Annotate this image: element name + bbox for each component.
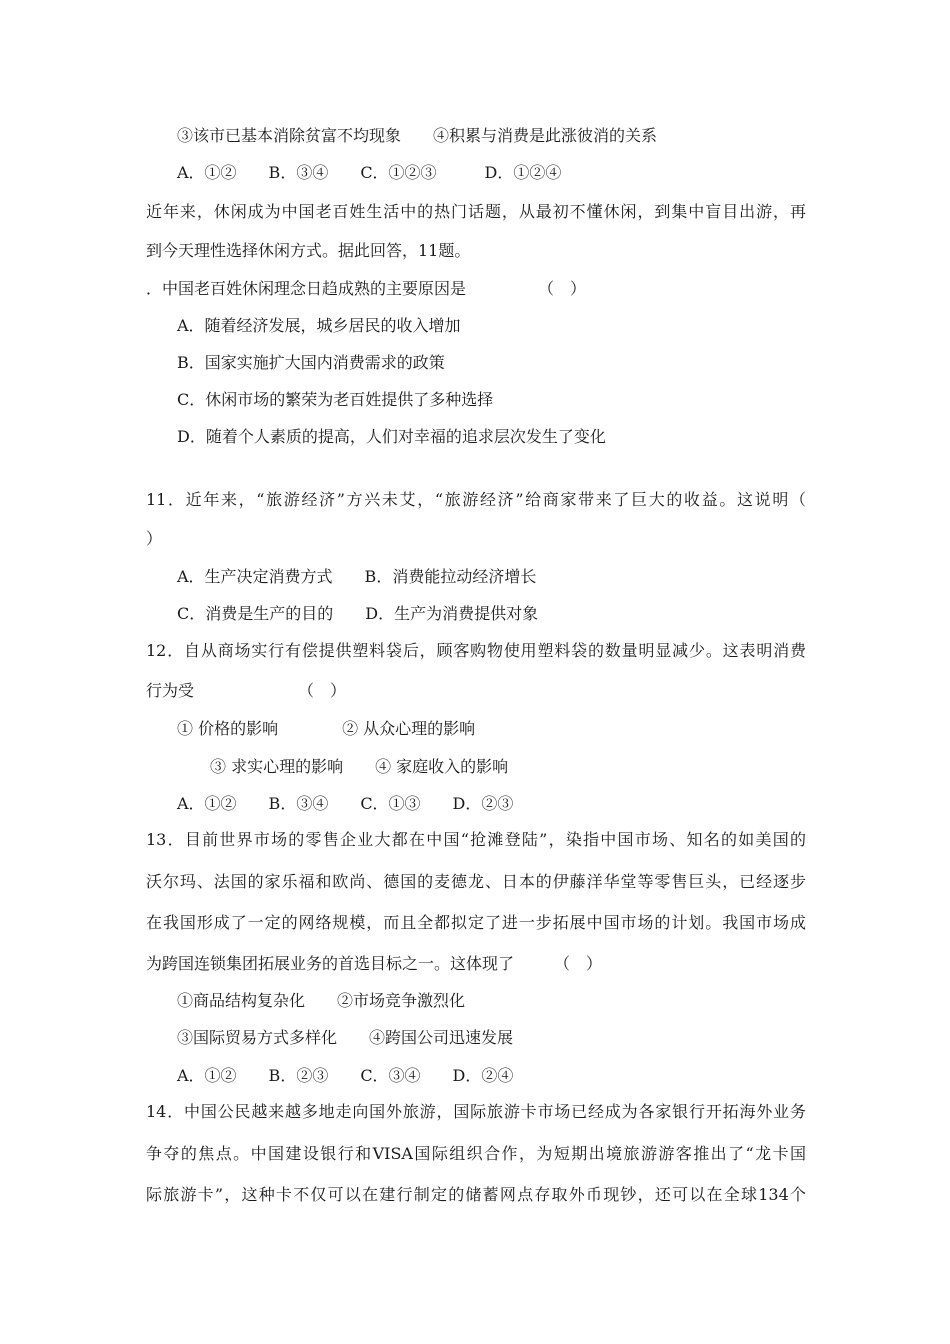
question-11-stem: 11．近年来，“旅游经济”方兴未艾，“旅游经济”给商家带来了巨大的收益。这说明（ (146, 490, 806, 509)
question-stem: ．中国老百姓休闲理念日趋成熟的主要原因是 （ ） (146, 279, 587, 298)
question-14-line-3: 际旅游卡”，这种卡不仅可以在建行制定的储蓄网点存取外币现钞，还可以在全球134个 (146, 1185, 806, 1204)
choice-d: D．随着个人素质的提高，人们对幸福的追求层次发生了变化 (177, 427, 606, 446)
question-13-line-3: 在我国形成了一定的网络规模，而且全都拟定了进一步拓展中国市场的计划。我国市场成 (146, 913, 806, 932)
question-14-line-2: 争夺的焦点。中国建设银行和VISA国际组织合作，为短期出境旅游游客推出了“龙卡国 (146, 1144, 806, 1163)
question-12-stem-end: 行为受 （ ） (146, 681, 347, 700)
answer-choices-q10: A．①② B．③④ C．①②③ D．①②④ (177, 163, 562, 182)
intro-paragraph-line-1: 近年来，休闲成为中国老百姓生活中的热门话题，从最初不懂休闲，到集中盲目出游，再 (146, 202, 806, 221)
question-12-option-3-4: ③ 求实心理的影响 ④ 家庭收入的影响 (210, 757, 509, 776)
choice-a: A．随着经济发展，城乡居民的收入增加 (177, 316, 461, 335)
question-12-stem: 12．自从商场实行有偿提供塑料袋后，顾客购物使用塑料袋的数量明显减少。这表明消费 (146, 641, 806, 660)
option-line-3-4: ③该市已基本消除贫富不均现象 ④积累与消费是此涨彼消的关系 (177, 126, 658, 145)
question-11-choices-cd: C．消费是生产的目的 D．生产为消费提供对象 (177, 604, 539, 623)
question-13-line-2: 沃尔玛、法国的家乐福和欧尚、德国的麦德龙、日本的伊藤洋华堂等零售巨头，已经逐步 (146, 872, 806, 891)
question-13-option-3-4: ③国际贸易方式多样化 ④跨国公司迅速发展 (177, 1028, 514, 1047)
question-13-answer-choices: A．①② B．②③ C．③④ D．②④ (177, 1066, 514, 1085)
question-13-line-1: 13．目前世界市场的零售企业大都在中国“抢滩登陆”，染指中国市场、知名的如美国的 (146, 830, 806, 849)
question-12-option-1-2: ① 价格的影响 ② 从众心理的影响 (177, 719, 476, 738)
question-11-stem-end: ） (146, 529, 163, 548)
question-12-answer-choices: A．①② B．③④ C．①③ D．②③ (177, 794, 514, 813)
intro-paragraph-line-2: 到今天理性选择休闲方式。据此回答，11题。 (146, 241, 471, 260)
choice-b: B．国家实施扩大国内消费需求的政策 (177, 353, 445, 372)
question-14-line-1: 14．中国公民越来越多地走向国外旅游，国际旅游卡市场已经成为各家银行开拓海外业务 (146, 1102, 806, 1121)
question-11-choices-ab: A．生产决定消费方式 B．消费能拉动经济增长 (177, 567, 537, 586)
question-13-option-1-2: ①商品结构复杂化 ②市场竞争激烈化 (177, 991, 466, 1010)
choice-c: C．休闲市场的繁荣为老百姓提供了多种选择 (177, 390, 494, 409)
question-13-line-4: 为跨国连锁集团拓展业务的首选目标之一。这体现了 （ ） (146, 954, 603, 973)
